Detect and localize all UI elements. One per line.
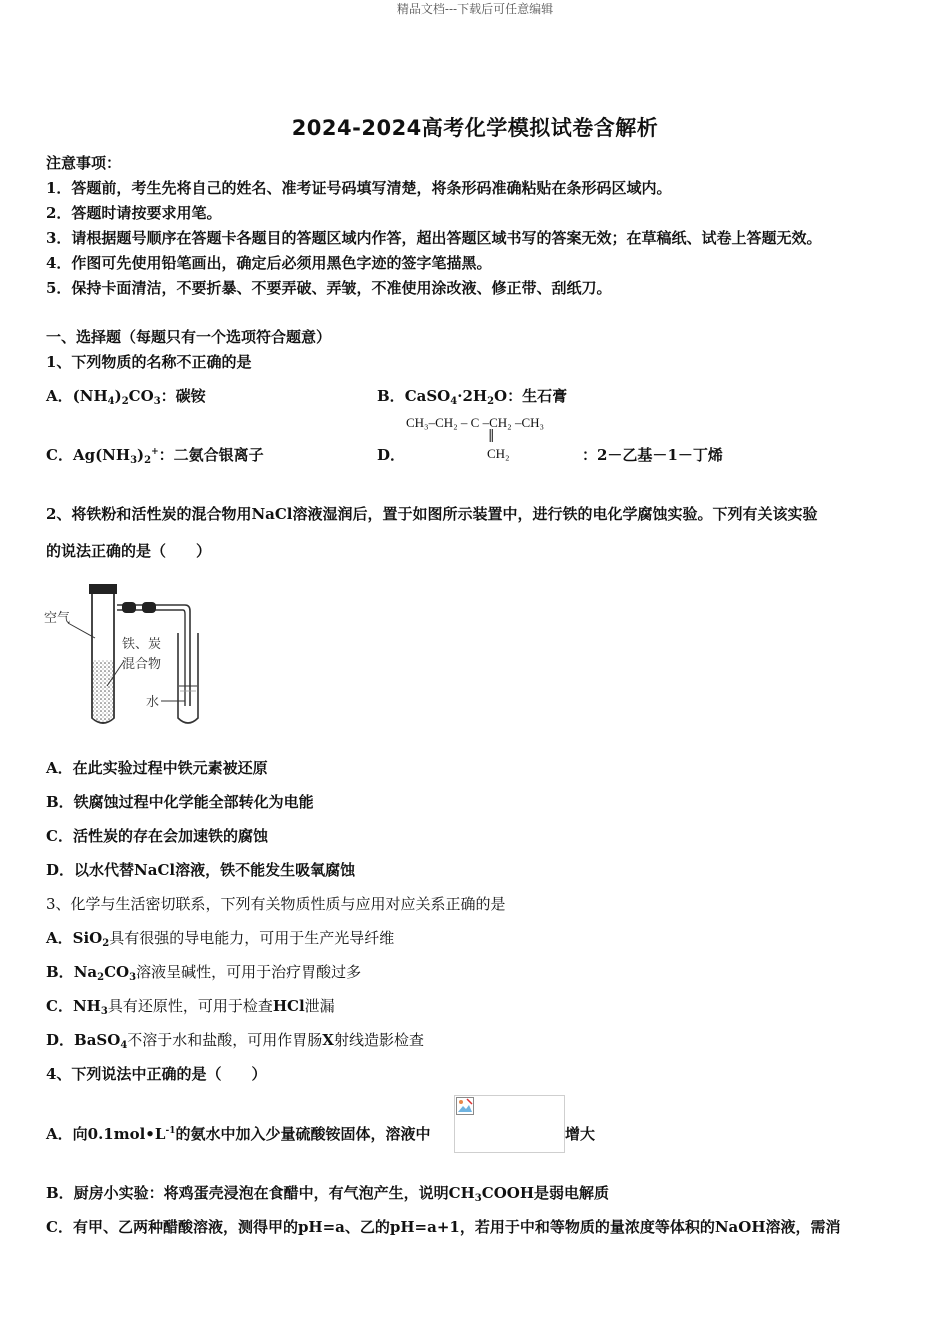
q2-stem-line1: 2、将铁粉和活性炭的混合物用NaCl溶液湿润后，置于如图所示装置中，进行铁的电化学腐蚀实验。下列有关该实验 [46, 505, 818, 523]
corrosion-apparatus-figure [40, 578, 220, 733]
q1-option-c: C．$Ag(NH_3)_2^+$：二氨合银离子 [46, 446, 264, 466]
notice-item-2: 2．答题时请按要求用笔。 [46, 204, 222, 222]
water-tube [178, 633, 198, 723]
structural-formula-branch: CH₂ [487, 446, 510, 461]
double-bond-icon: ‖ [488, 428, 495, 443]
q4-option-b: B．厨房小实验：将鸡蛋壳浸泡在食醋中，有气泡产生，说明$CH_3COOH$是弱电解质 [46, 1184, 610, 1204]
q3-stem: 3、化学与生活密切联系，下列有关物质性质与应用对应关系正确的是 [46, 895, 506, 913]
q1-option-d-name: ：2－乙基－1－丁烯 [582, 446, 723, 464]
q2-stem-line2: 的说法正确的是（ ） [46, 542, 212, 560]
notice-item-5: 5．保持卡面清洁，不要折暴、不要弄破、弄皱，不准使用涂改液、修正带、刮纸刀。 [46, 279, 612, 297]
notice-item-3: 3．请根据题号顺序在答题卡各题目的答题区域内作答，超出答题区域书写的答案无效；在草稿纸、试卷上答题无效。 [46, 229, 822, 247]
q4-option-c: C．有甲、乙两种醋酸溶液，测得甲的pH=a、乙的pH=a+1，若用于中和等物质的量浓度等体积的NaOH溶液，需消 [46, 1218, 841, 1236]
q4-option-a-tail: 增大 [565, 1125, 596, 1143]
iron-carbon-mixture [93, 660, 113, 722]
page-title: 2024-2024高考化学模拟试卷含解析 [291, 116, 659, 140]
label-mixture: 混合物 [122, 657, 162, 672]
q4-option-a: A．向$0.1mol•L^{-1}$的氨水中加入少量硫酸铵固体，溶液中 [46, 1125, 431, 1143]
q3-option-c: C．$NH_3$具有还原性，可用于检查HCl泄漏 [46, 997, 335, 1017]
q3-option-d: D．BaSO$_4$不溶于水和盐酸，可用作胃肠X射线造影检查 [46, 1031, 424, 1051]
missing-formula-image [454, 1095, 565, 1153]
q3-option-b: B．$Na_2CO_3$溶液呈碱性，可用于治疗胃酸过多 [46, 963, 362, 983]
q2-option-a: A．在此实验过程中铁元素被还原 [46, 759, 268, 777]
label-water: 水 [146, 695, 160, 710]
glass-tube [117, 605, 190, 706]
q1-option-b: B．$CaSO_4\cdot 2H_2O$：生石膏 [377, 387, 568, 407]
q2-option-c: C．活性炭的存在会加速铁的腐蚀 [46, 827, 268, 845]
structural-formula-chain: CH₃–CH₂ – C –CH₂ –CH₃ [406, 415, 545, 430]
page-header: 精品文档---下载后可任意编辑 [396, 2, 554, 16]
q2-option-d: D．以水代替NaCl溶液，铁不能发生吸氧腐蚀 [46, 861, 356, 879]
notice-item-1: 1．答题前，考生先将自己的姓名、准考证号码填写清楚，将条形码准确粘贴在条形码区域内。 [46, 179, 672, 197]
section-heading: 一、选择题（每题只有一个选项符合题意） [46, 328, 332, 346]
q1-option-a: A．$(NH_4)_2CO_3$：碳铵 [46, 387, 206, 407]
q1-stem: 1、下列物质的名称不正确的是 [46, 353, 252, 371]
stopper [89, 584, 117, 594]
rubber-connector [122, 602, 136, 613]
q1-option-d-label: D． [377, 446, 406, 464]
label-air: 空气 [44, 611, 71, 626]
broken-image-icon [456, 1097, 474, 1115]
notice-item-4: 4．作图可先使用铅笔画出，确定后必须用黑色字迹的签字笔描黑。 [46, 254, 492, 272]
notice-heading: 注意事项： [46, 154, 122, 172]
label-iron-carbon: 铁、炭 [122, 637, 162, 652]
q2-option-b: B．铁腐蚀过程中化学能全部转化为电能 [46, 793, 314, 811]
q4-stem: 4、下列说法中正确的是（ ） [46, 1065, 267, 1083]
q3-option-a: A．SiO$_2$具有很强的导电能力，可用于生产光导纤维 [46, 929, 395, 949]
